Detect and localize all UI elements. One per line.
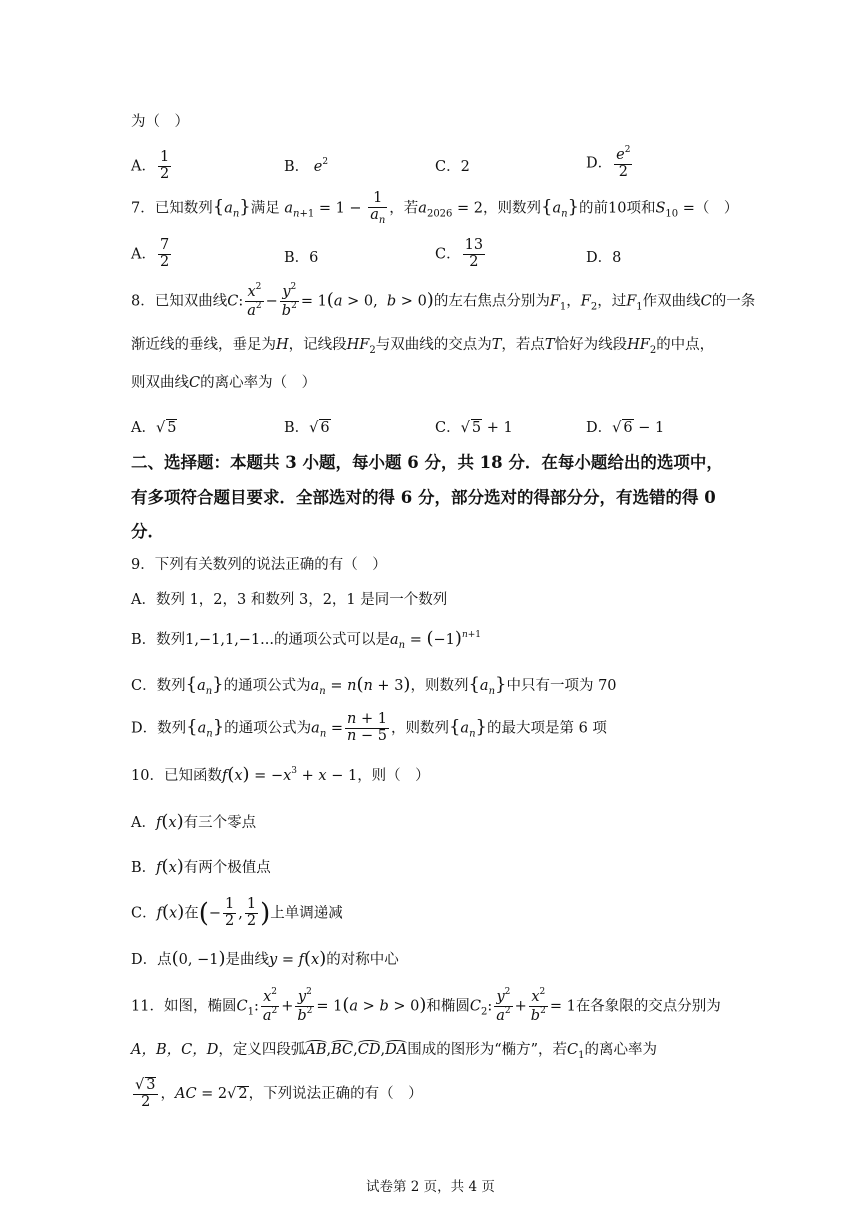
q8-option-d: D．√ 6 − 1: [586, 420, 665, 436]
q9-option-a: A．数列 1，2，3 和数列 3，2，1 是同一个数列: [131, 592, 448, 608]
q8-option-a: A．√ 5: [131, 420, 177, 436]
q11-line-3: $\frac{√ 3}{2}$ ，AC = 2√ 2，下列说法正确的有（ ）: [135, 1077, 423, 1110]
q11-line-1: 11．如图，椭圆$C_1$: $\frac{x^2}{a^2}$ + $\frac{y^2}{b^2}$ = 1(a > b > 0)和椭圆$C_2$: $\frac{y^2}{a^2}$ + $\frac{x^2}{b^2}$ = 1在各象限的交点分别为: [131, 987, 721, 1024]
q7-option-d: D．8: [586, 250, 622, 266]
q7-stem: 7．已知数列$\{a_n\}$满足 $a_{n+1} = 1$ − $\frac{1}{a_n}$ ，若$a_{2026} = 2$，则数列$\{a_n\}$的前10项和$S_{10}$ =（ ）: [131, 190, 739, 226]
q8-line-1: 8．已知双曲线C: $\frac{x^2}{a^2}$ − $\frac{y^2}{b^2}$ = 1(a > 0, b > 0)的左右焦点分别为$F_1$，$F_2$，过$F_1$作双曲线C的一条: [131, 282, 756, 319]
q6-option-d: D． $\frac{e^2}{2}$: [586, 145, 631, 180]
section2-line-3: 分．: [131, 522, 164, 541]
q6-tail: 为（ ）: [131, 114, 189, 130]
q7-option-c: C． $\frac{13}{2}$: [435, 237, 484, 270]
q10-option-c: C．f(x)在(− $\frac{1}{2}$ , $\frac{1}{2}$ )上单调递减: [131, 896, 343, 929]
q10-option-a: A．f(x)有三个零点: [131, 811, 257, 832]
q9-option-b: B．数列1,−1,1,−1...的通项公式可以是$a_n = (-1)^{n+1}$: [131, 628, 482, 651]
q9-option-c: C．数列$\{a_n\}$的通项公式为$a_n = n(n + 3)$，则数列$\{a_n\}$中只有一项为 70: [131, 674, 617, 697]
q8-line-2: 渐近线的垂线，垂足为H，记线段$HF_2$与双曲线的交点为T，若点T恰好为线段$HF_2$的中点，: [131, 337, 715, 356]
q10-stem: 10．已知函数$f(x) = -x^3 + x - 1$，则（ ）: [131, 764, 430, 785]
q10-option-d: D．点(0, −1)是曲线y = f(x)的对称中心: [131, 948, 399, 969]
q7-option-a: A． $\frac{7}{2}$: [131, 237, 170, 270]
q6-option-b: B． $e^2$: [284, 157, 329, 175]
section2-line-2: 有多项符合题目要求．全部选对的得 6 分，部分选对的得部分分，有选错的得 0: [131, 488, 716, 507]
q7-option-b: B．6: [284, 250, 319, 266]
page-footer: 试卷第 2 页，共 4 页: [366, 1179, 495, 1195]
q11-line-2: A，B，C，D，定义四段弧AB,BC,CD,DA围成的图形为“椭方”，若$C_1$的离心率为: [131, 1042, 658, 1061]
q8-line-3: 则双曲线C的离心率为（ ）: [131, 375, 317, 391]
q6-option-c: C．2: [435, 159, 470, 175]
q6-option-a: A． $\frac{1}{2}$: [131, 149, 170, 182]
q9-stem: 9．下列有关数列的说法正确的有（ ）: [131, 557, 387, 573]
q8-option-b: B．√ 6: [284, 420, 330, 436]
section2-line-1: 二、选择题：本题共 3 小题，每小题 6 分，共 18 分．在每小题给出的选项中，: [131, 453, 723, 472]
q10-option-b: B．f(x)有两个极值点: [131, 856, 271, 877]
q9-option-d: D．数列$\{a_n\}$的通项公式为$a_n$ = $\frac{n + 1}{n - 5}$ ，则数列$\{a_n\}$的最大项是第 6 项: [131, 711, 607, 744]
q8-option-c: C．√ 5 + 1: [435, 420, 513, 436]
